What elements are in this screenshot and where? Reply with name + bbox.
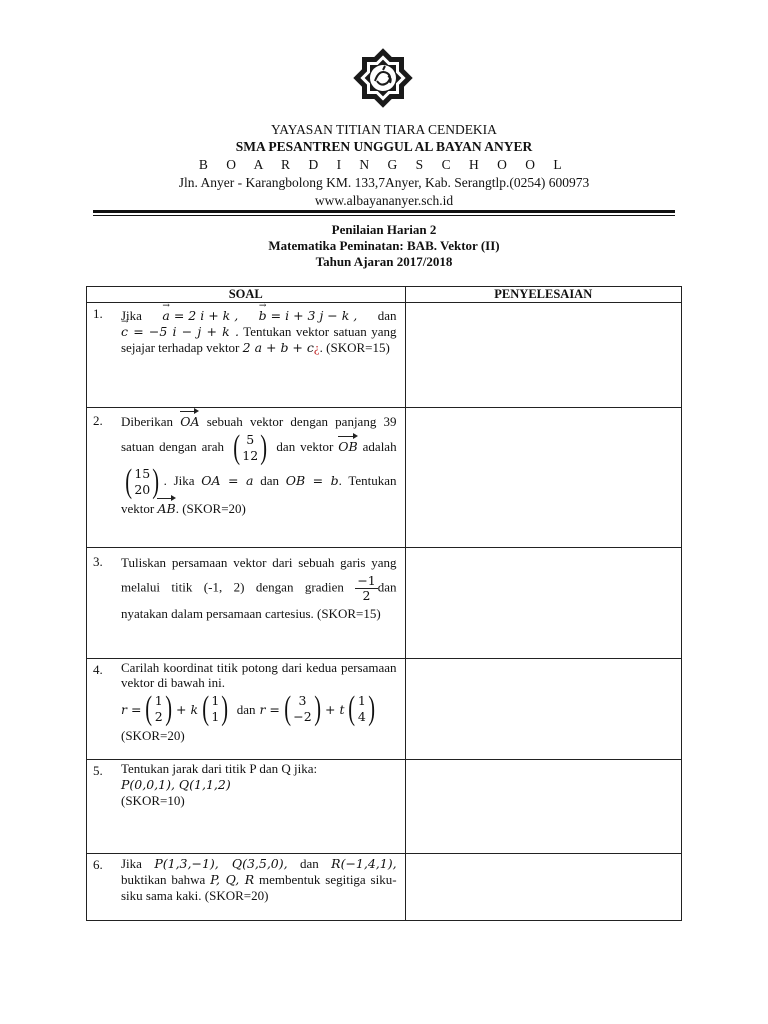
answer-cell[interactable] [405,854,681,921]
table-row [87,659,682,760]
question-text: dan [300,856,319,871]
foundation-name: YAYASAN TITIAN TIARA CENDEKIA [271,122,497,137]
question-cell [87,548,406,659]
table-row [87,303,682,408]
header-penyelesaian: PENYELESAIAN [405,287,681,303]
school-address: Jln. Anyer - Karangbolong KM. 133,7Anyer, Kab. Serangtlp.(0254) 600973 [178,175,590,190]
question-text: Jika [121,308,142,323]
question-cell [87,760,406,854]
question-text: buktikan bahwa [121,872,206,887]
question-number: 4. [93,662,103,677]
table-row [87,548,682,659]
question-text: Carilah koordinat titik potong dari kedua persamaan vektor di bawah ini. [121,660,397,690]
question-number: 2. [93,413,103,428]
question-score: (SKOR=20) [121,728,185,743]
question-text: Tentukan vektor satuan yang sejajar terhadap vektor [121,324,397,355]
school-website: www.albayananyer.sch.id [314,193,454,208]
equation-oa: OA = a [201,472,254,488]
vector-expression: 2 a + b + c [242,340,314,355]
table-row [87,854,682,921]
table-row [87,408,682,548]
equation-b: b → = i + 3 j − k , [259,308,358,324]
question-score: . (SKOR=20) [175,501,246,516]
question-text: Jika [121,856,142,871]
table-header-row [87,287,682,303]
equation-a: a → = 2 i + k , [162,308,238,324]
point-coordinates: P(0,0,1), Q(1,1,2) [121,777,231,792]
question-text: adalah [362,438,397,454]
boarding-school-label: B O A R D I N G S C H O O L [198,157,570,172]
question-text: Tuliskan persamaan vektor dari sebuah garis yang melalui titik (-1, 2) dengan gradien [121,555,397,595]
fraction: $\frac{-1}{2}$ [357,573,376,603]
exam-title: Penilaian Harian 2 [331,222,437,237]
question-text: dan [260,472,279,488]
render-error-glyph: ¿ [313,340,320,355]
question-number: 1. [93,306,103,321]
vector-ob: OB [338,438,358,454]
header-divider-thick [93,210,675,213]
question-table [86,286,682,921]
point-coordinates: R(−1,4,1), [331,856,397,871]
column-vector: ( 5 12 ) [233,429,268,466]
exam-year: Tahun Ajaran 2017/2018 [315,254,453,269]
question-text: sebuah vektor dengan panjang 39 satuan dengan arah [121,414,397,454]
question-cell [87,659,406,760]
question-score: (SKOR=10) [121,793,185,808]
question-cell [87,303,406,408]
vector-oa: OA [180,414,200,429]
question-number: 3. [93,554,103,569]
question-text: membentuk segitiga siku-siku sama kaki. (SKOR=20) [121,872,397,903]
question-number: 6. [93,857,103,872]
question-number: 5. [93,763,103,778]
question-text: . Tentukan vektor [121,472,397,516]
question-text: dan [377,308,397,323]
exam-subject: Matematika Peminatan: BAB. Vektor (II) [268,238,500,253]
point-coordinates: P(1,3,−1), Q(3,5,0), [154,856,288,871]
equation-ob: OB = b [285,472,339,488]
header-soal: SOAL [87,287,406,303]
question-cell [87,854,406,921]
vector-equations: r = ( 1 2 ) + k ( 1 1 ) dan r = ( 3 −2 ) + t ( 1 4 ) [121,690,375,727]
question-text: dan nyatakan dalam persamaan cartesius. (SKOR=15) [121,579,397,621]
question-cell [87,408,406,548]
question-text: Tentukan jarak dari titik P dan Q jika: [121,761,318,776]
equation-c: c → = −5 i − j + k . [121,324,239,339]
question-text: dan vektor [276,438,334,454]
table-row [87,760,682,854]
question-score: . (SKOR=15) [319,340,390,355]
answer-cell[interactable] [405,303,681,408]
header-divider-thin [93,215,675,216]
vector-ab: AB [157,501,176,516]
question-text: . Jika [163,472,195,488]
answer-cell[interactable] [405,548,681,659]
school-name: SMA PESANTREN UNGGUL AL BAYAN ANYER [235,139,533,154]
answer-cell[interactable] [405,760,681,854]
column-vector: ( 15 20 ) [125,463,160,500]
school-logo [348,43,418,113]
answer-cell[interactable] [405,659,681,760]
answer-cell[interactable] [405,408,681,548]
question-text: Diberikan [121,414,173,429]
point-names: P, Q, R [210,872,255,887]
